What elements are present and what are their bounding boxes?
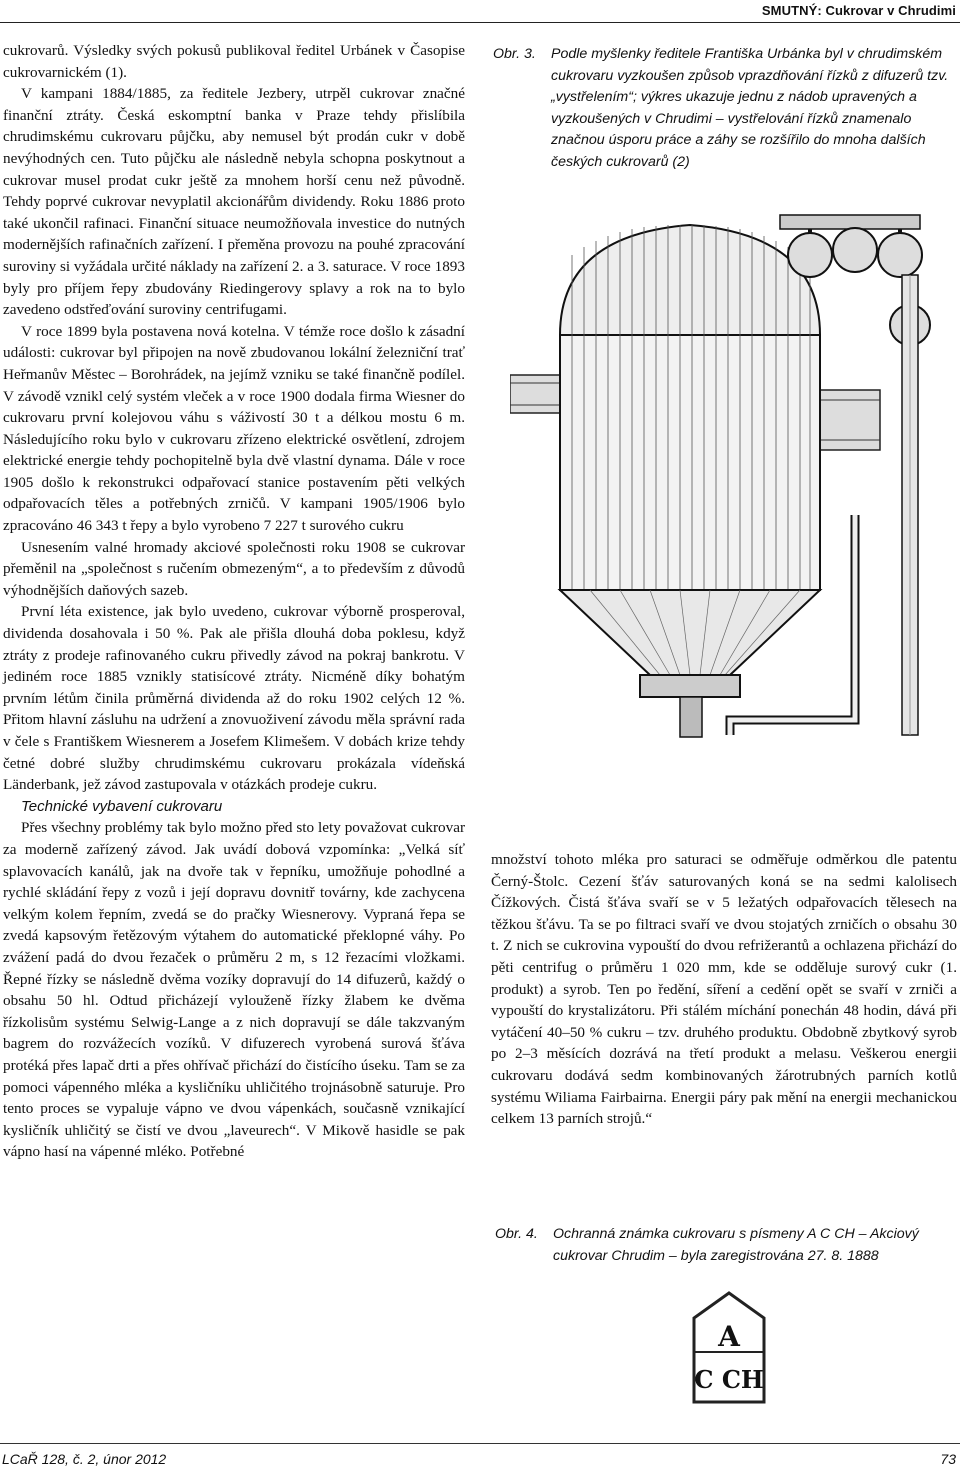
figure-4-caption-text: Ochranná známka cukrovaru s písmeny A C CH – Akciový cukrovar Chrudim – byla zaregistrována 27. 8. 1888 — [553, 1226, 919, 1264]
bottom-flange — [640, 675, 740, 697]
section-title: Technické vybavení cukrovaru — [21, 797, 223, 815]
trademark-letters-cch: C CH — [694, 1365, 764, 1394]
paragraph: množství tohoto mléka pro saturaci se odměřuje odměrkou dle patentu Černý-Štolc. Cezení šťáv saturovaných koná se na sedmi kalolisech Čížkových. Čistá šťáva svaří se v 5 ležatých odpařovacích tělesech na těžkou šťávu. Ta se po filtraci svaří ve dvou stojatých zrničích o obsahu 30 t. Z nich se cukrovina vypouští do dvou refrižerantů a ochlazena přichází do pěti centrifug o průměru 1 020 mm, kde se odděluje surový cukr (1. produkt) a syrob. Ten po ředění, síření a cedění opět se svaří v zrniči a vypouští do krystalizátoru. Při stálém míchání ponechán 48 hodin, dává při vytáčení 40–50 % cukru – tzv. druhého produktu. Obdobně zbytkový syrob po 2–3 měsících dozrává na třetí produkt a melasu. Veškerou energii cukrovaru dodává sedm kombinovaných žárotrubných parních kotlů systému Wiliama Fairbairna. Energii páry pak mění na energii mechanickou celkem 13 parních strojů.“ — [491, 851, 957, 1128]
paragraph: První léta existence, jak bylo uvedeno, cukrovar výborně prosperoval, dividenda dosahovala i 50 %. Pak ale přišla dlouhá doba poklesu, když ztráty z prodeje rafinovaného cukru přivedly závod na pokraj bankrotu. V jediném roce 1885 vznikly statisícové ztráty. Nicméně díky bohatým prvním létům činila průměrná dividenda až do roku 1902 celých 12 %. Přitom hlavní zásluhu na udržení a znovuoživení závodu měla správní rada v čele s Františkem Wiesnerem a Josefem Klimešem. V dobách krize tehdy četné dobré služby chrudimskému cukrovaru prokázala vídeňská Länderbank, jež závod zastupovala v otázkách prodeje cukru. — [3, 603, 465, 794]
right-column — [491, 849, 957, 1130]
outlet-valve — [680, 697, 702, 737]
figure-3-label: Obr. 3. — [493, 46, 536, 62]
figure-3-caption — [493, 44, 957, 174]
figure-4-label: Obr. 4. — [495, 1226, 538, 1242]
trademark-letter-a: A — [718, 1320, 740, 1353]
vessel-body — [560, 335, 820, 590]
trademark-emblem — [690, 1290, 768, 1410]
paragraph: Přes všechny problémy tak bylo možno před sto lety považovat cukrovar za moderně zařízený závod. Jak uvádí dobová vzpomínka: „Velká síť splavovacích kanálů, jak na dvoře tak v řepníku, umožňuje pohodlné a rychlé skládání řepy z vozů i její dopravu dovnitř továrny, kde zachycena velkým kolem řepním, zvedá se do pračky Wiesnerovy. Vypraná řepa se zvedá kapsovým řetězovým výtahem do automatické překlopné váhy. Po zvážení padá do dvou řezaček o průměru 2 m, s 12 řezacími vložkami. Řepné řízky se následně dvěma vozíky dopravují do 14 difuzerů, každý o obsahu 50 hl. Odtud přicházejí vylouženě řízky žlabem ke dvěma řízkolisům systému Selwig-Lange a z nich dopravují se dále takzvaným bagrem do rozvážecích vozíků. V difuzerech vyrobená surová šťáva protéká přes lapač drti a přes ohřívač přichází do čistícího úseku. Tam se za pomoci vápenného mléka a kysličníku uhličitého trojnásobně saturuje. Pro tento proces se vypaluje vápno ve dvou vápenkách, současně vznikající kysličník uhličitý se čistí ve dvou „laveurech“. V Mikově hasidle se pak vápno hasí na vápenné mléko. Potřebné — [3, 819, 465, 1161]
page-number: 73 — [940, 1451, 956, 1467]
vessel-cone — [560, 590, 820, 675]
header-rule — [0, 22, 960, 23]
paragraph: Usnesením valné hromady akciové společnosti roku 1908 se cukrovar přeměnil na „společnost s ručením obmezeným“, a to především z důvodů výhodnějších daňových sazeb. — [3, 538, 465, 599]
vessel-dome — [560, 225, 820, 335]
footer-rule — [0, 1443, 960, 1444]
figure-4-caption — [495, 1224, 957, 1267]
running-header: SMUTNÝ: Cukrovar v Chrudimi — [761, 3, 956, 18]
paragraph: V roce 1899 byla postavena nová kotelna. V témže roce došlo k zásadní události: cukrovar byl připojen na nově zbudovanou lokální železniční trať Heřmanův Městec – Borohrádek, na jejímž vzniku se také finančně podílel. V závodě vznikl celý systém vleček a v roce 1900 dodala firma Wiesner do cukrovaru první kolejovou váhu s váživostí 30 t a délkou mostu 6 m. Následujícího roku bylo v cukrovaru zřízeno elektrické osvětlení, zdrojem elektrické energie tehdy pochopitelně byla dvě vlastní dynama. Dále v roce 1905 došlo k rekonstrukci odpařovací stanice postavením pěti velkých odpařovacích těles a potřebných zrničů. V kampani 1905/1906 bylo zpracováno 46 343 t řepy a bylo vyrobeno 7 227 t surového cukru — [3, 322, 465, 535]
diffuser-drawing — [510, 195, 940, 750]
paragraph: V kampani 1884/1885, za ředitele Jezbery, utrpěl cukrovar značné finanční ztráty. Česká eskomptní banka v Praze tehdy přislíbila chrudimskému cukrovaru půjčku, aby nemusel být prodán cukr v době nevýhodných cen. Tuto půjčku ale následně nebyla schopna poskytnout a cukrovar musel prodat cukr ještě za mnohem horší cenu než původně. Tehdy poprvé cukrovar nevyplatil akcionářům dividendy. Roku 1886 proto také ukončil rafinaci. Finanční situace neumožňovala investice do nutných modernějších rafinačních zařízení. I přeměna provozu na pouhé zpracování suroviny si vyžádala určité náklady na zařízení 2. a 3. saturace. V roce 1893 byly pro příjem řepy zbudovány Riedingerovy splavy a rok na to bylo zavedeno odstřeďování suroviny centrifugami. — [3, 85, 465, 319]
paragraph: cukrovarů. Výsledky svých pokusů publikoval ředitel Urbánek v Časopise cukrovarnickém (1). — [3, 42, 465, 81]
left-column — [3, 40, 465, 1163]
journal-citation: LCaŘ 128, č. 2, únor 2012 — [2, 1451, 167, 1467]
figure-3-caption-text: Podle myšlenky ředitele Františka Urbánka byl v chrudimském cukrovaru vyzkoušen způsob vprazdňování řízků z difuzerů tzv. „vystřelením“; výkres ukazuje jednu z nádob upravených a vyzkoušených v Chrudimi – vystřelování řízků znamenalo značnou úsporu práce a záhy se rozšířilo do mnoha dalších českých cukrovarů (2) — [551, 46, 949, 170]
